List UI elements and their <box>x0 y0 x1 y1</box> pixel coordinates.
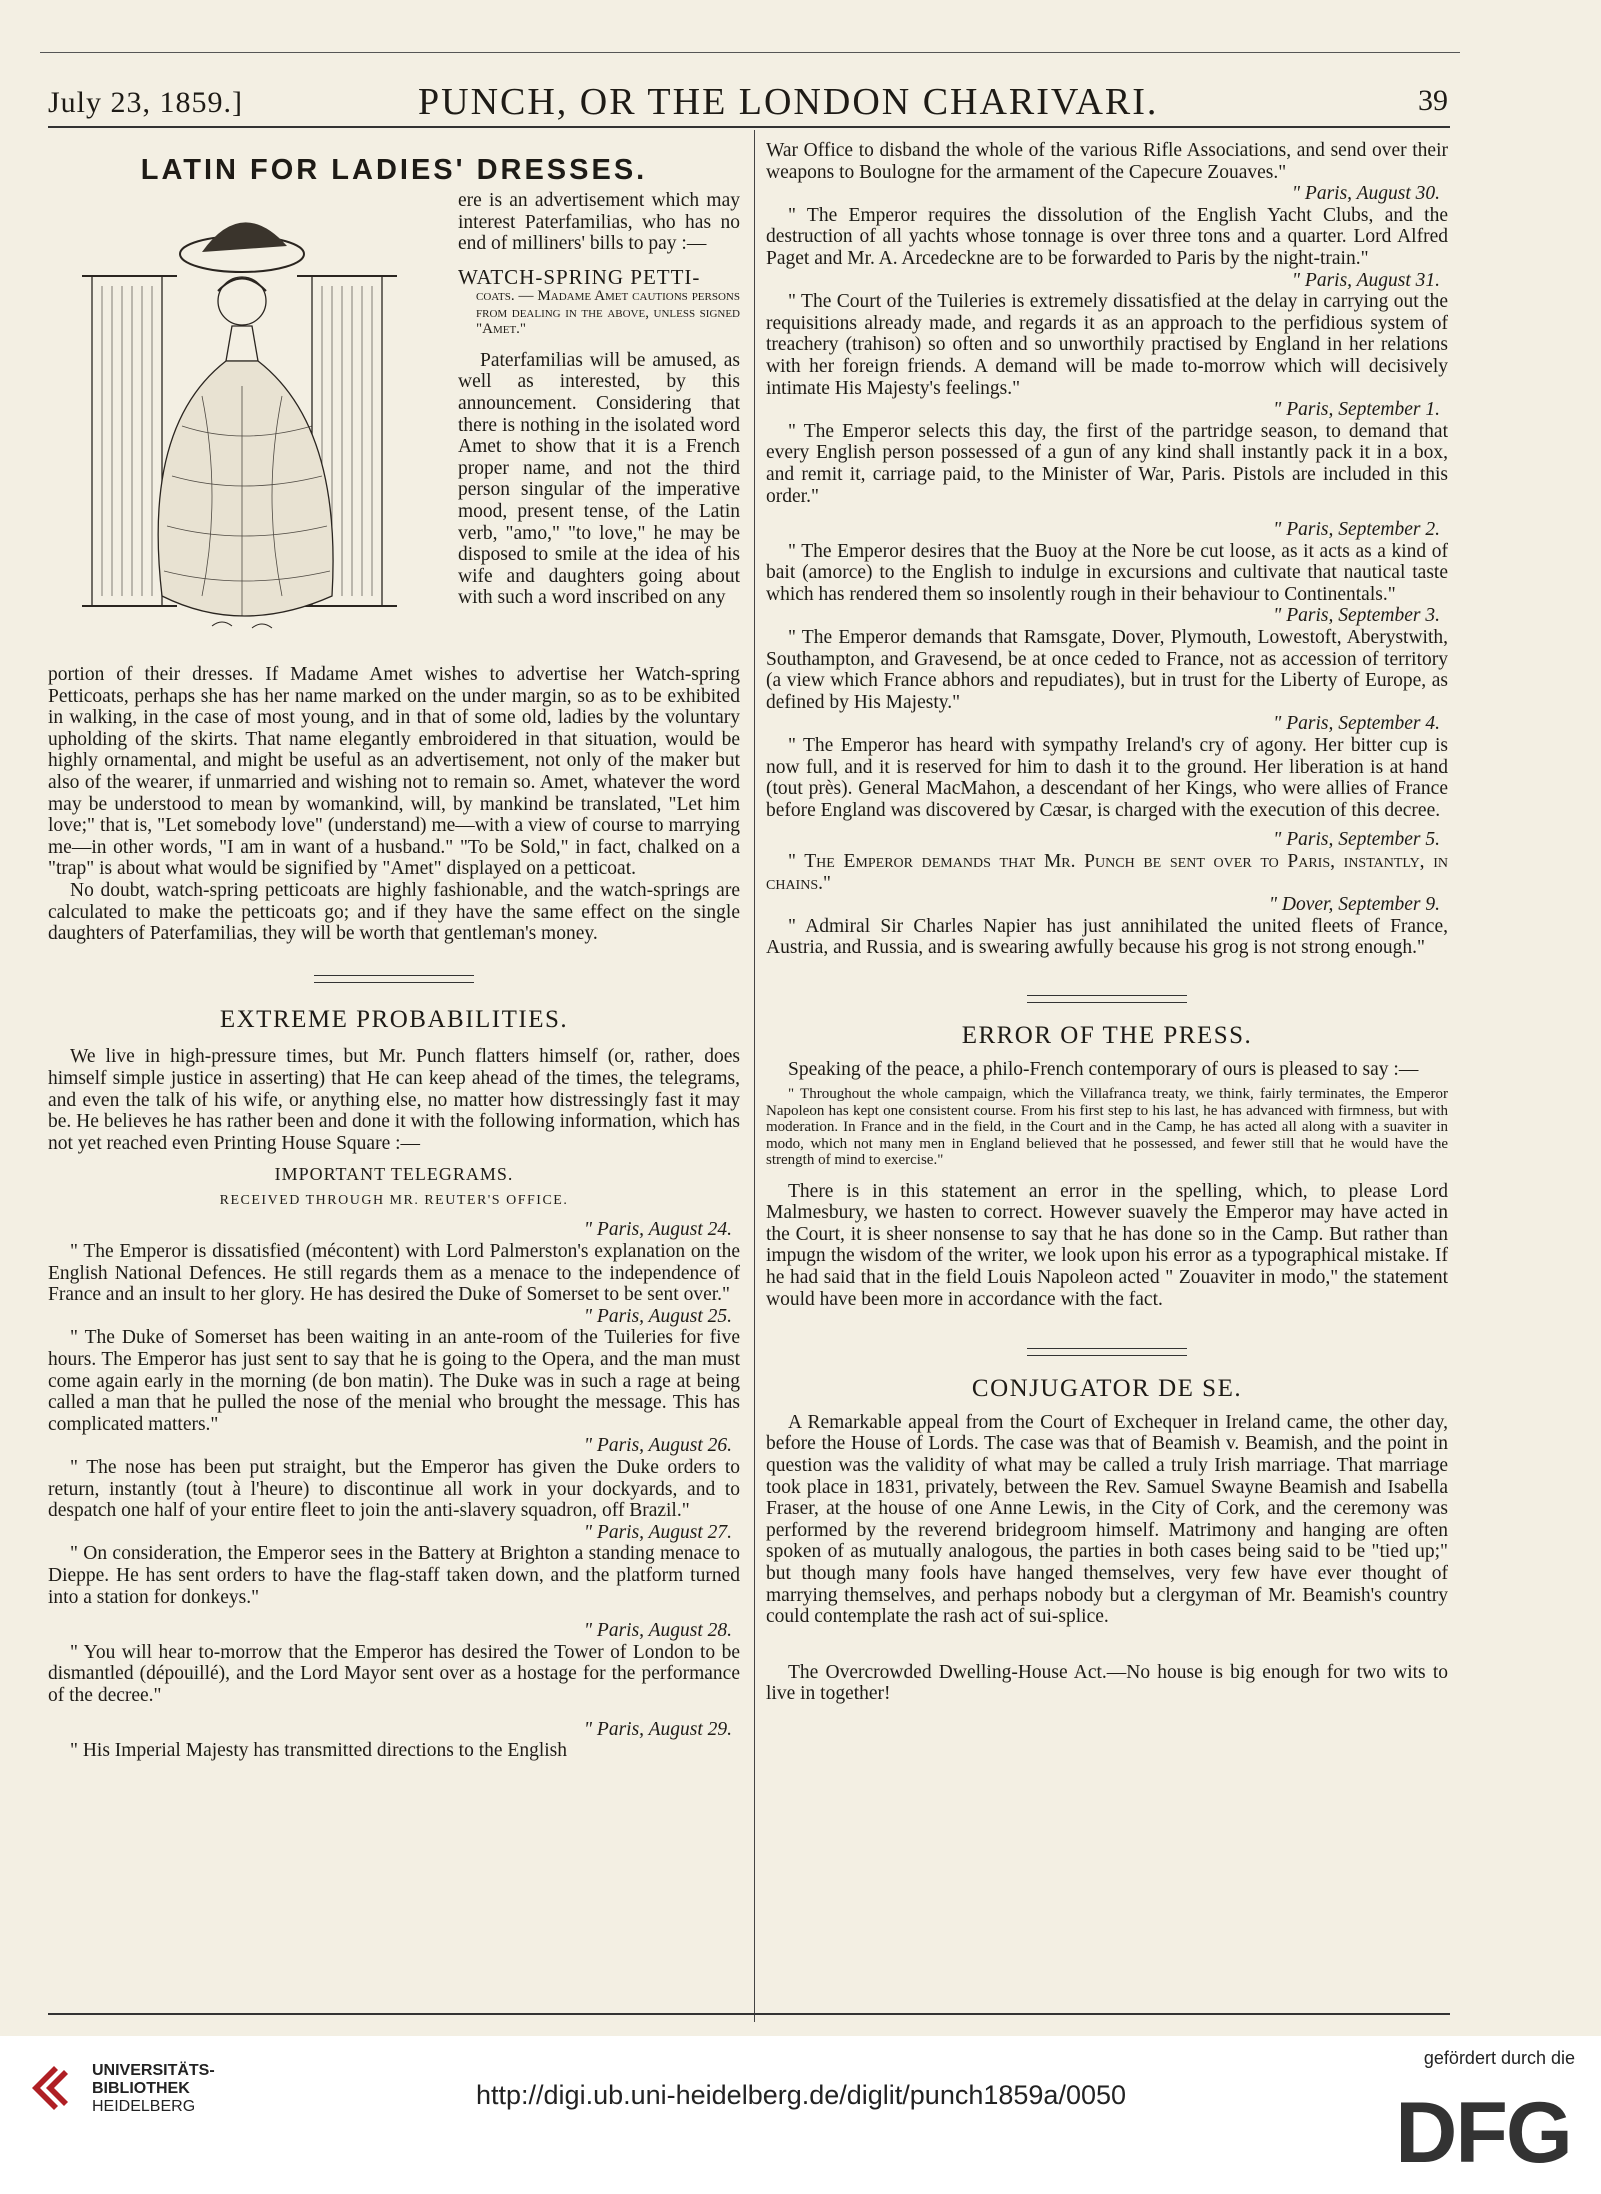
university-library-logo-icon <box>24 2058 84 2118</box>
dateline: " Paris, August 26. <box>583 1435 732 1457</box>
separator <box>1027 995 1187 1003</box>
dateline: " Paris, September 3. <box>1273 605 1440 627</box>
source-url-link[interactable]: http://digi.ub.uni-heidelberg.de/diglit/punch1859a/0050 <box>476 2080 1127 2110</box>
conjugator-paragraph: A Remarkable appeal from the Court of Exchequer in Ireland came, the other day, before the House of Lords. The case was that of Beamish v. Beamish, and the point in question was the validity of what may be called a truly Irish marriage. That marriage took place in 1831, privately, between the Rev. Samuel Swayne Beamish and Isabella Fraser, at the house of one Anne Lewis, in the City of Cork, and the ceremony was performed by the reverend bridegroom himself. Matrimony and hanging are often spoken of as mutually analogous, the parties in both cases being said to be "tied up;" but though many fools have hanged themselves, very few have ever thought of marrying themselves, and perhaps nobody but a clergyman of Mr. Beamish's country could contemplate the rash act of sui-splice. <box>766 1411 1448 1628</box>
latin-ad-title: WATCH-SPRING PETTI- <box>458 264 701 289</box>
telegram: " The Emperor selects this day, the first of the partridge season, to demand that every English person possessed of a gun of any kind shall instantly pack it in a box, and remit it, carriage paid, to the Minister of War, Paris. Pistols are included in this order." <box>766 420 1448 507</box>
dateline: " Paris, August 28. <box>583 1620 732 1642</box>
latin-paragraph-1-cont: portion of their dresses. If Madame Amet wishes to advertise her Watch-spring Petticoats, perhaps she has her name marked on the under margin, so as to be exhibited in walking, in the case of most young, and in that of some old, ladies by the voluntary upholding of the skirts. That name elegantly embroidered in that situation, would be highly ornamental, and might be useful as an advertisement, not only of the maker but also of the wearer, if unmarried and wishing not to remain so. Amet, whatever the word may be understood to mean by womankind, will, by mankind be translated, "Let him love;" that is, "Let somebody love" (understand) me—with a view of course to marrying me—in other words, "I am in want of a husband." "To be Sold," in fact, chalked on a "trap" is about what would be signified by "Amet" displayed on a petticoat. <box>48 664 740 880</box>
telegram: " The Emperor requires the dissolution of the English Yacht Clubs, and the destruction of all yachts whose tonnage is over three tons and a quarter. Lord Alfred Paget and Mr. A. Arcedeckne are to be forwarded to Paris by the night-train." <box>766 204 1448 269</box>
telegram: " On consideration, the Emperor sees in the Battery at Brighton a standing menace to Dieppe. He has sent orders to have the flag-staff taken down, and the platform turned into a station for donkeys." <box>48 1543 740 1608</box>
extreme-title: EXTREME PROBABILITIES. <box>219 1005 569 1033</box>
separator <box>314 975 474 983</box>
page-header <box>48 78 1448 124</box>
telegram: " The Duke of Somerset has been waiting in an ante-room of the Tuileries for five hours. The Emperor has just sent to say that he is going to the Opera, and the man must come again early in the morning (de bon matin). The Duke was in such a rage at being called a man that he pulled the nose of the menial who brought the message. This has complicated matters." <box>48 1327 740 1435</box>
dateline: " Paris, August 25. <box>583 1305 732 1327</box>
latin-title-block <box>48 154 740 186</box>
telegrams-title: IMPORTANT TELEGRAMS. <box>274 1164 514 1185</box>
telegram: " The Emperor is dissatisfied (mécontent) with Lord Palmerston's explanation on the English National Defences. He still regards them as a menace to the independence of France and an insult to her glory. He has desired the Duke of Somerset to be sent over." <box>48 1241 740 1306</box>
funding-label: gefördert durch die <box>1423 2048 1575 2068</box>
telegram: " His Imperial Majesty has transmitted directions to the English <box>70 1740 567 1762</box>
error-title: ERROR OF THE PRESS. <box>961 1021 1253 1049</box>
error-paragraph-2: There is in this statement an error in the spelling, which, to please Lord Malmesbury, we hasten to correct. However suavely the Emperor may have acted in the Court, it is sheer nonsense to say that he has done so in the Camp. But rather than impugn the wisdom of the writer, we look upon his error as a typographical mistake. If he had said that in the field Louis Napoleon acted " Zouaviter in modo," the statement would have been more in accordance with the fact. <box>766 1180 1448 1310</box>
dfg-logo-text: DFG <box>1395 2085 1571 2178</box>
library-name-line: HEIDELBERG <box>92 2098 196 2115</box>
latin-intro-block <box>458 190 740 609</box>
header-date: July 23, 1859.] <box>48 86 243 119</box>
dateline: " Paris, August 29. <box>583 1718 732 1740</box>
dateline: " Paris, September 4. <box>1273 713 1440 735</box>
separator <box>1027 1348 1187 1356</box>
overcrowded-paragraph: The Overcrowded Dwelling-House Act.—No house is big enough for two wits to live in together! <box>766 1661 1448 1705</box>
latin-intro: ere is an advertisement which may interest Paterfamilias, who has no end of milliners' bills to pay :— <box>458 190 740 255</box>
dateline: " Paris, September 5. <box>1273 829 1440 851</box>
conjugator-title: CONJUGATOR DE SE. <box>971 1375 1243 1403</box>
library-name-line: UNIVERSITÄTS- <box>92 2062 215 2079</box>
dateline: " Paris, August 27. <box>583 1521 732 1543</box>
telegram: " The Emperor demands that Ramsgate, Dover, Plymouth, Lowestoft, Aberystwith, Southampton, and Gravesend, be at once ceded to France, not as accession of territory (a view which France abhors and repudiates), but in trust for the Liberty of Europe, as defined by His Majesty." <box>766 627 1448 713</box>
illustration-lady-initial-h <box>82 196 454 658</box>
library-name <box>92 2062 215 2116</box>
dateline: " Paris, September 1. <box>1273 399 1440 421</box>
telegram: " The Emperor has heard with sympathy Ireland's cry of agony. Her bitter cup is now full, and it is reserved for him to dash it to the ground. Her liberation is at hand (tout près). General MacMahon, a descendant of her Kings, who were allies of France before England was discovered by Cæsar, is charged with the execution of this decree. <box>766 735 1448 821</box>
telegram: " The Emperor demands that Mr. Punch be sent over to Paris, instantly, in chains." <box>766 851 1448 894</box>
telegram: " Admiral Sir Charles Napier has just annihilated the united fleets of France, Austria, and Russia, and is swearing awfully because his grog is not strong enough." <box>766 915 1448 959</box>
telegram-continued: War Office to disband the whole of the various Rifle Associations, and send over their weapons to Boulogne for the armament of the Capecure Zouaves." <box>766 140 1448 183</box>
left-column-body <box>48 664 740 1762</box>
library-name-line: BIBLIOTHEK <box>92 2080 190 2097</box>
telegram: " The Emperor desires that the Buoy at the Nore be cut loose, as it acts as a kind of bait (amorce) to the English to indulge in excursions and cultivate that nautical taste which has rendered them so insolently rough in their behaviour to Continentals." <box>766 540 1448 605</box>
column-divider <box>754 130 755 2022</box>
dateline: " Paris, August 24. <box>583 1219 732 1241</box>
error-quote: " Throughout the whole campaign, which the Villafranca treaty, we think, fairly terminates, the Emperor Napoleon has kept one consistent course. From his first step to his last, he has advanced with firmness, but with moderation. In France and in the field, in the Court and in the Camp, he has acted all along with a suaviter in modo, which not many men in England believed that he possessed, and fewer still that he would have the strength of mind to exercise." <box>766 1086 1448 1169</box>
latin-paragraph-1: Paterfamilias will be amused, as well as interested, by this announcement. Considering that there is nothing in the isolated word Amet to show that it is a French proper name, and not the third person singular of the imperative mood, present tense, of the Latin verb, "amo," "to love," he may be disposed to smile at the idea of his wife and daughters going about with such a word inscribed on any <box>458 349 740 609</box>
digitization-footer <box>0 2036 1601 2194</box>
dfg-logo-icon <box>1389 2080 1577 2178</box>
header-title: PUNCH, OR THE LONDON CHARIVARI. <box>418 81 1159 123</box>
latin-paragraph-2: No doubt, watch-spring petticoats are highly fashionable, and the watch-springs are calculated to make the petticoats go; and if they have the same effect on the single daughters of Paterfamilias, they will be worth that gentleman's money. <box>48 879 740 945</box>
dateline: " Paris, August 31. <box>1291 269 1440 291</box>
latin-title: LATIN FOR LADIES' DRESSES. <box>140 154 648 186</box>
extreme-paragraph: We live in high-pressure times, but Mr. Punch flatters himself (or, rather, does himself simple justice in asserting) that He can keep ahead of the times, the telegrams, and even the talk of his wife, or anything else, no matter how distressingly fast it may be. He believes he has rather been and done it with the following information, which has not yet reached even Printing House Square :— <box>48 1046 740 1154</box>
telegram: " You will hear to-morrow that the Emperor has desired the Tower of London to be dismantled (dépouillé), and the Lord Mayor sent over as a hostage for the performance of the decree." <box>48 1641 740 1706</box>
telegrams-subtitle: RECEIVED THROUGH MR. REUTER'S OFFICE. <box>219 1192 569 1208</box>
dateline: " Paris, September 2. <box>1273 519 1440 541</box>
dateline: " Dover, September 9. <box>1268 894 1440 916</box>
error-paragraph-1: Speaking of the peace, a philo-French contemporary of ours is pleased to say :— <box>788 1058 1419 1080</box>
bottom-rule <box>48 2013 1450 2015</box>
right-column-body <box>766 140 1448 1705</box>
telegram: " The Court of the Tuileries is extremely dissatisfied at the delay in carrying out the requisitions already made, and regards it as an approach to the perfidious system of treachery (trahison) so often and so unworthily practised by England in her relations with her foreign friends. A demand will be made to-morrow which will decisively intimate His Majesty's feelings." <box>766 291 1448 399</box>
header-rule <box>48 126 1450 128</box>
page-number: 39 <box>1418 84 1448 117</box>
dateline: " Paris, August 30. <box>1291 183 1440 205</box>
latin-ad-body: coats. — Madame Amet cautions persons from dealing in the above, unless signed "Amet." <box>476 288 740 338</box>
telegram: " The nose has been put straight, but the Emperor has given the Duke orders to return, instantly (tout à l'heure) to discontinue all work in your dockyards, and to despatch one half of your entire fleet to join the anti-slavery squadron, off Brazil." <box>48 1457 740 1522</box>
